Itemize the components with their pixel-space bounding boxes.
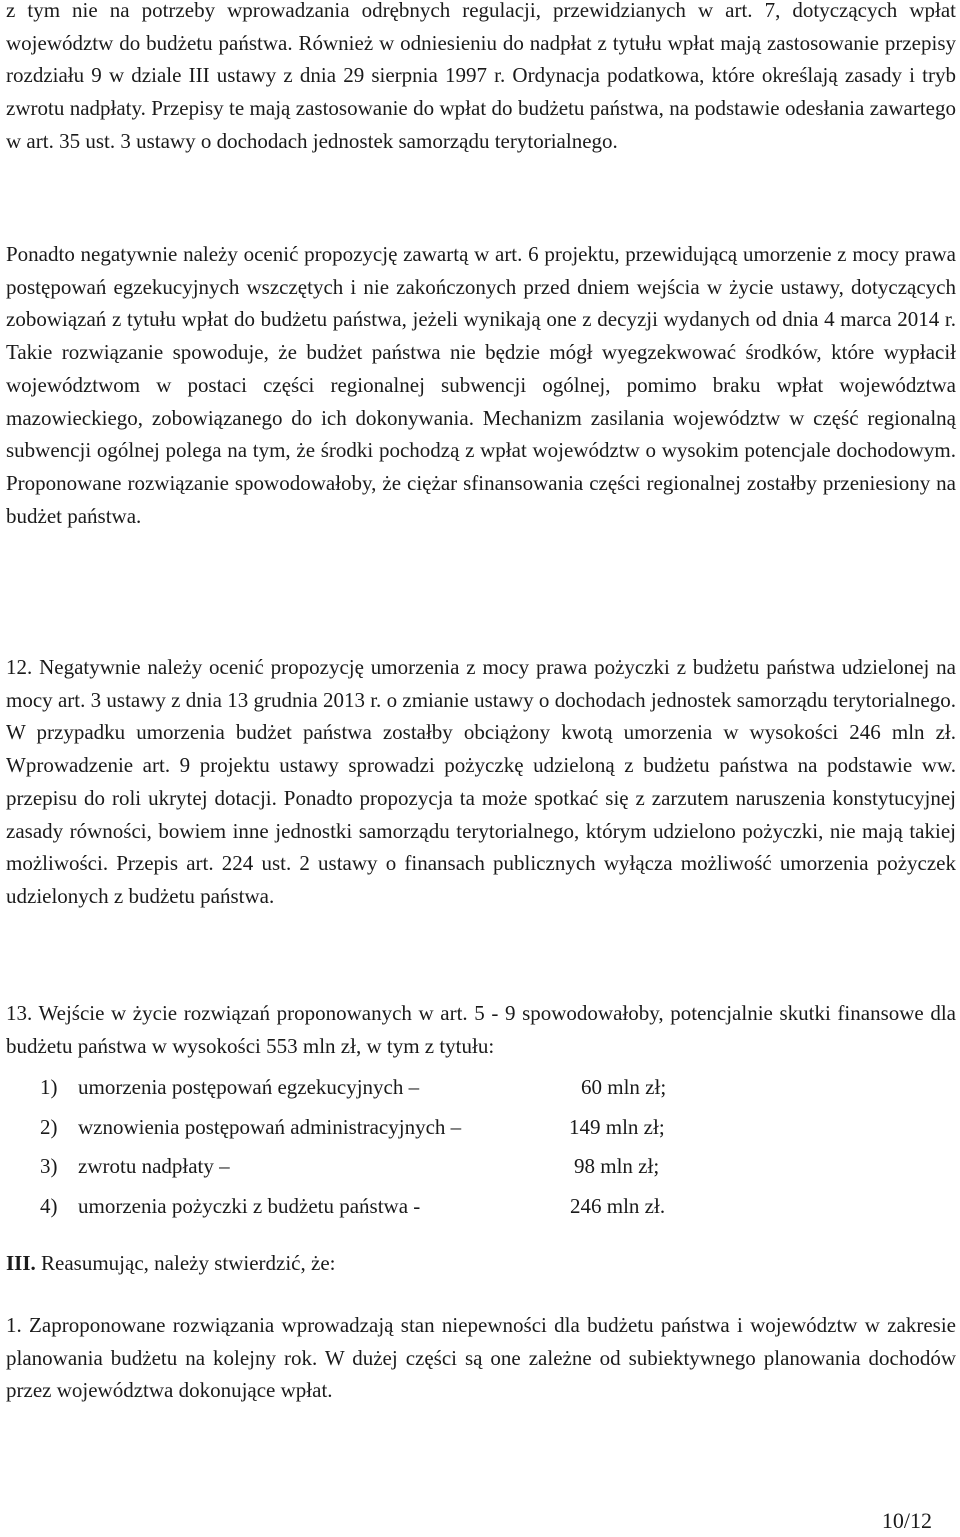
list-item-number: 1) (40, 1075, 58, 1099)
list-item (40, 1071, 740, 1111)
list-item (40, 1190, 740, 1230)
list-item-number: 2) (40, 1114, 58, 1139)
list-item (40, 1111, 740, 1151)
list-item (40, 1150, 740, 1190)
list-item-number: 4) (40, 1193, 58, 1218)
list-item-text: umorzenia postępowań egzekucyjnych – (78, 1075, 420, 1099)
list-item-amount: 149 mln zł; (569, 1114, 665, 1139)
list-item-text: zwrotu nadpłaty – (78, 1154, 230, 1178)
paragraph-point-12: 12. Negatywnie należy ocenić propozycję umorzenia z mocy prawa pożyczki z budżetu państwa udzielonej na mocy art. 3 ustawy z dnia 13 grudnia 2013 r. o zmianie ustawy o dochodach jednostek samorządu terytorialnego. W przypadku umorzenia budżet państwa zostałby obciążony kwotą umorzenia w wysokości 246 mln zł. Wprowadzenie art. 9 projektu ustawy sprowadzi pożyczkę udzieloną z budżetu państwa na podstawie ww. przepisu do roli ukrytej dotacji. Ponadto propozycja ta może spotkać się z zarzutem naruszenia konstytucyjnej zasady równości, bowiem inne jednostki samorządu terytorialnego, którym udzielono pożyczki, nie mają takiej możliwości. Przepis art. 224 ust. 2 ustawy o finansach publicznych wyłącza możliwość umorzenia pożyczek udzielonych z budżetu państwa. (6, 655, 956, 908)
paragraph-art6: Ponadto negatywnie należy ocenić propozycję zawartą w art. 6 projektu, przewidującą umorzenie z mocy prawa postępowań egzekucyjnych wszczętych i nie zakończonych przed dniem wejścia w życie ustawy, dotyczących zobowiązań z tytułu wpłat do budżetu państwa, jeżeli wynikają one z decyzji wydanych od dnia 4 marca 2014 r. Takie rozwiązanie spowoduje, że budżet państwa nie będzie mógł wyegzekwować środków, które wypłacił województwom w postaci części regionalnej subwencji ogólnej, pomimo braku wpłat województwa mazowieckiego, zobowiązanego do ich dokonywania. Mechanizm zasilania województw w część regionalną subwencji ogólnej polega na tym, że środki pochodzą z wpłat województw o wysokim potencjale dochodowym. Proponowane rozwiązanie spowodowałoby, że ciężar sfinansowania części regionalnej zostałby przeniesiony na budżet państwa. (6, 242, 956, 528)
list-item-amount: 246 mln zł. (570, 1193, 666, 1218)
list-item-number: 3) (40, 1154, 58, 1178)
financial-effects-list (40, 1071, 740, 1229)
page-number: 10/12 (881, 1508, 932, 1533)
section-heading-text: Reasumując, należy stwierdzić, że: (35, 1251, 336, 1275)
paragraph-point-13: 13. Wejście w życie rozwiązań proponowanych w art. 5 - 9 spowodowałoby, potencjalnie skutki finansowe dla budżetu państwa w wysokości 553 mln zł, w tym z tytułu: (6, 1001, 956, 1058)
list-item-text: umorzenia pożyczki z budżetu państwa - (78, 1193, 421, 1218)
paragraph-conclusion-1: 1. Zaproponowane rozwiązania wprowadzają stan niepewności dla budżetu państwa i województw w zakresie planowania budżetu na kolejny rok. W dużej części są one zależne od subiektywnego planowania dochodów przez województwa dokonujące wpłat. (6, 1313, 956, 1403)
list-item-text: wznowienia postępowań administracyjnych – (78, 1114, 462, 1139)
section-iii-heading (6, 1247, 335, 1279)
list-item-amount: 60 mln zł; (581, 1075, 667, 1099)
list-item-amount: 98 mln zł; (574, 1154, 660, 1178)
paragraph-nadplaty: z tym nie na potrzeby wprowadzania odrębnych regulacji, przewidzianych w art. 7, dotyczących wpłat województw do budżetu państwa. Również w odniesieniu do nadpłat z tytułu wpłat mają zastosowanie przepisy rozdziału 9 w dziale III ustawy z dnia 29 sierpnia 1997 r. Ordynacja podatkowa, które określają zasady i tryb zwrotu nadpłaty. Przepisy te mają zastosowanie do wpłat do budżetu państwa, na podstawie odesłania zawartego w art. 35 ust. 3 ustawy o dochodach jednostek samorządu terytorialnego. (6, 0, 956, 153)
section-roman-numeral: III. (6, 1251, 36, 1275)
